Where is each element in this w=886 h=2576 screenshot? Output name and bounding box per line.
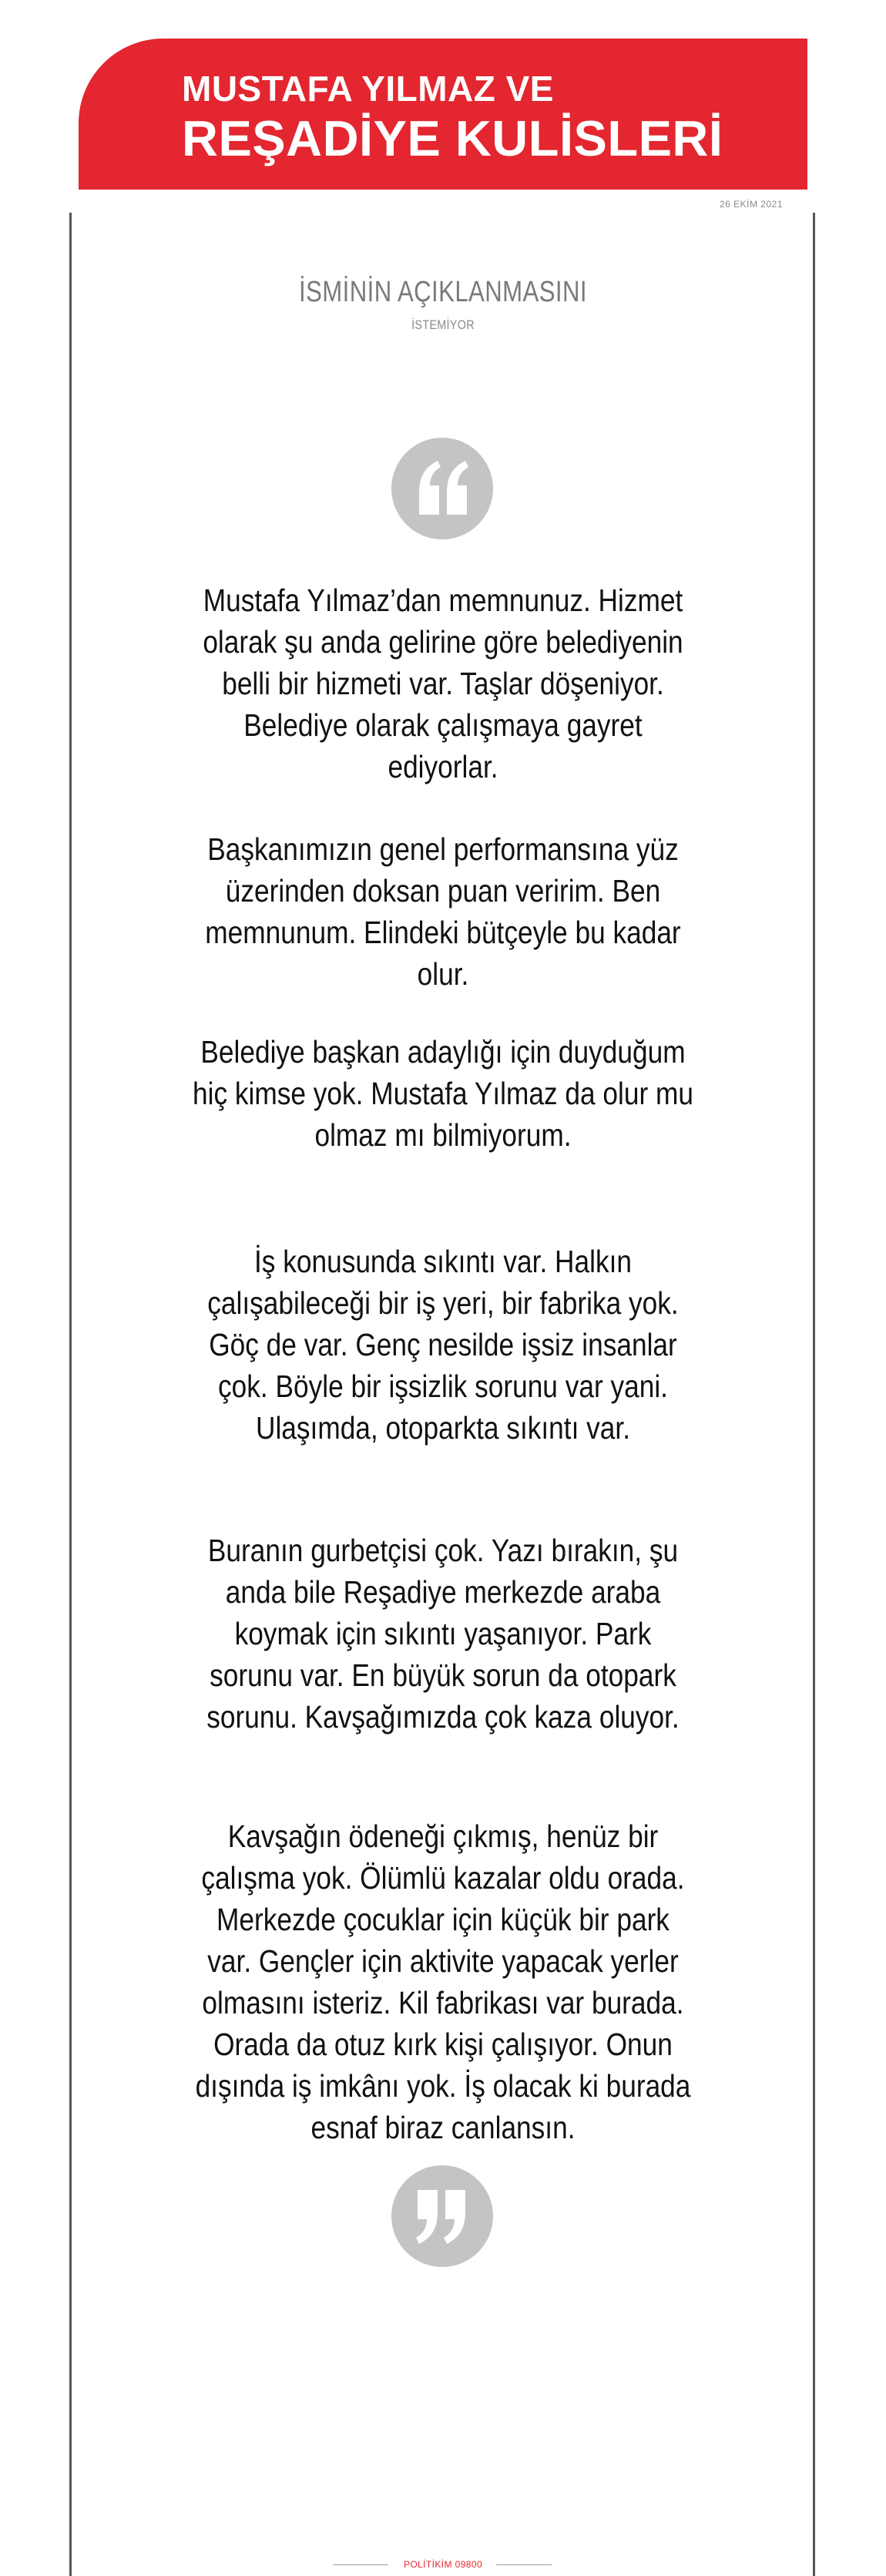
header-banner <box>79 39 807 190</box>
publication-date: 26 EKİM 2021 <box>719 199 783 210</box>
quote-paragraph-2: Başkanımızın genel performansına yüz üzerinden doksan puan veririm. Ben memnunum. Elindeki bütçeyle bu kadar olur. <box>205 831 681 992</box>
frame-left-border <box>69 213 72 2576</box>
quote-paragraph-4: İş konusunda sıkıntı var. Halkın çalışabileceği bir iş yeri, bir fabrika yok. Göç de var. Genç nesilde işsiz insanlar çok. Böyle bir işsizlik sorunu var yani. Ulaşımda, otoparkta sıkıntı var. <box>207 1244 679 1446</box>
frame-right-border <box>813 213 815 2576</box>
quote-paragraph-6: Kavşağın ödeneği çıkmış, henüz bir çalışma yok. Ölümlü kazalar oldu orada. Merkezde çocuklar için küçük bir park var. Gençler için aktivite yapacak yerler olmasını isteriz. Kil fabrikası var burada. Orada da otuz kırk kişi çalışıyor. Onun dışında iş imkânı yok. İş olacak ki burada esnaf biraz canlansın. <box>195 1819 691 2145</box>
header-title-line2: REŞADİYE KULİSLERİ <box>182 110 723 166</box>
quote-open-icon <box>391 438 493 539</box>
header-title-line1: MUSTAFA YILMAZ VE <box>182 69 554 109</box>
quote-paragraph-1: Mustafa Yılmaz’dan memnunuz. Hizmet olarak şu anda gelirine göre belediyenin belli bir hizmeti var. Taşlar döşeniyor. Belediye olarak çalışmaya gayret ediyorlar. <box>203 583 683 784</box>
footer-text: POLİTİKİM 09800 <box>403 2559 483 2570</box>
source-title: İSMİNİN AÇIKLANMASINI <box>299 276 587 308</box>
quote-close-icon <box>391 2165 493 2267</box>
source-subtitle: İSTEMİYOR <box>411 317 475 332</box>
quote-paragraph-3: Belediye başkan adaylığı için duyduğum hiç kimse yok. Mustafa Yılmaz da olur mu olmaz mı bilmiyorum. <box>193 1034 693 1153</box>
footer-rule-right <box>496 2564 552 2565</box>
quote-paragraph-5: Buranın gurbetçisi çok. Yazı bırakın, şu anda bile Reşadiye merkezde araba koymak için sıkıntı yaşanıyor. Park sorunu var. En büyük sorun da otopark sorunu. Kavşağımızda çok kaza oluyor. <box>206 1533 680 1735</box>
